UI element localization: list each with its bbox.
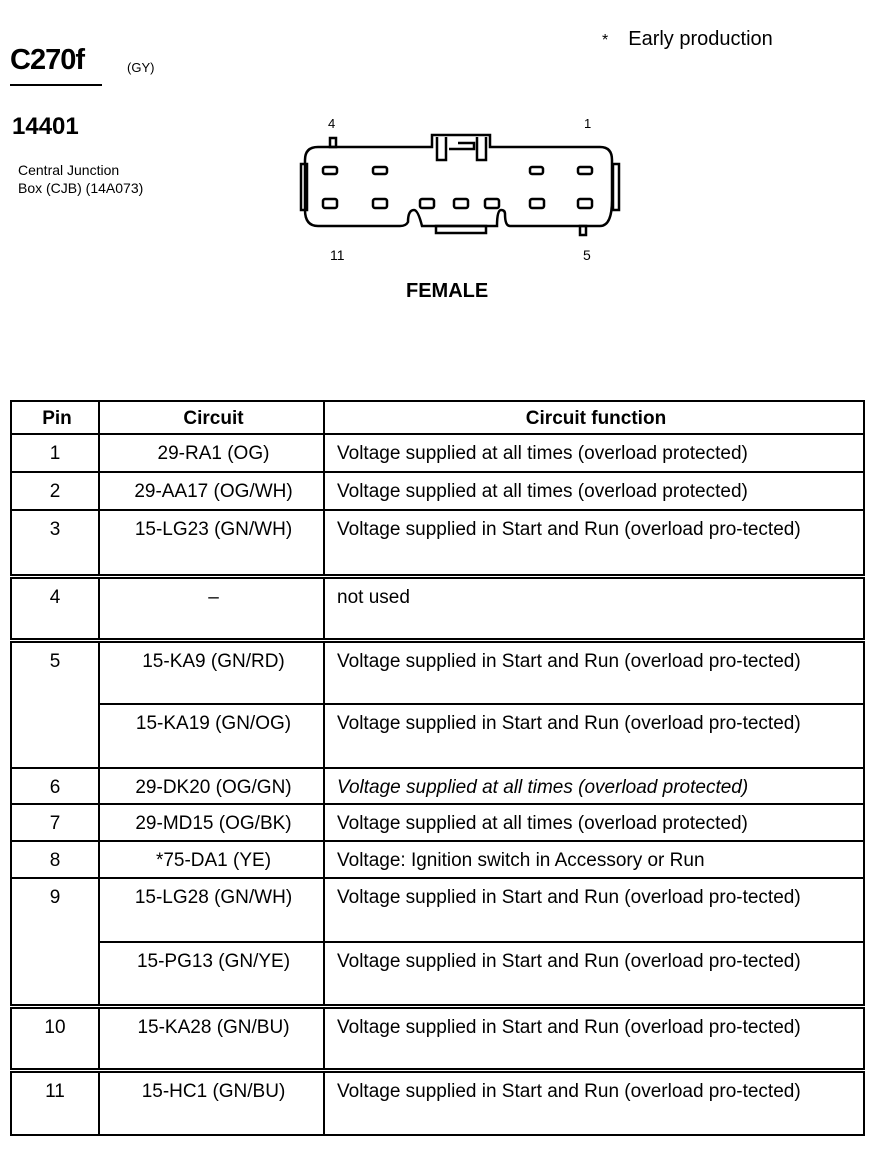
early-production-note — [602, 28, 773, 51]
pin-cell: 5 — [11, 640, 99, 768]
circuit-cell: 29-DK20 (OG/GN) — [99, 768, 324, 804]
circuit-cell: 15-PG13 (GN/YE) — [99, 942, 324, 1006]
header-function: Circuit function — [324, 401, 864, 434]
table-row — [11, 510, 864, 576]
table-row — [11, 878, 864, 942]
header-pin: Pin — [11, 401, 99, 434]
pin-cell: 9 — [11, 878, 99, 1006]
note-text: Early production — [628, 28, 773, 50]
circuit-cell: 15-KA19 (GN/OG) — [99, 704, 324, 768]
circuit-cell: 29-RA1 (OG) — [99, 434, 324, 472]
function-cell: Voltage: Ignition switch in Accessory or Run — [324, 841, 864, 878]
description-line: Central Junction — [18, 162, 120, 178]
circuit-cell: 15-KA28 (GN/BU) — [99, 1006, 324, 1070]
function-cell: Voltage supplied in Start and Run (overload pro-tected) — [324, 942, 864, 1006]
pin-label-1: 1 — [584, 116, 592, 131]
description-line: Box (CJB) (14A073) — [18, 180, 144, 196]
function-cell: Voltage supplied at all times (overload protected) — [324, 472, 864, 510]
circuit-cell: 15-LG28 (GN/WH) — [99, 878, 324, 942]
table-row — [11, 768, 864, 804]
pin-cell: 6 — [11, 768, 99, 804]
table-row — [11, 942, 864, 1006]
pin-cell: 8 — [11, 841, 99, 878]
circuit-cell: 15-HC1 (GN/BU) — [99, 1070, 324, 1135]
table-row — [11, 1070, 864, 1135]
connector-color: (GY) — [127, 60, 155, 75]
pin-cell: 7 — [11, 804, 99, 841]
pin-label-4: 4 — [328, 116, 336, 131]
table-row — [11, 1006, 864, 1070]
circuit-cell: – — [99, 576, 324, 640]
function-cell: Voltage supplied in Start and Run (overload pro-tected) — [324, 878, 864, 942]
header-circuit: Circuit — [99, 401, 324, 434]
pin-label-11: 11 — [330, 247, 345, 263]
circuit-cell: 15-LG23 (GN/WH) — [99, 510, 324, 576]
pinout-table — [10, 400, 865, 1136]
table-row — [11, 841, 864, 878]
pin-label-5: 5 — [583, 247, 591, 263]
function-cell: Voltage supplied in Start and Run (overload pro-tected) — [324, 1070, 864, 1135]
connector-description — [18, 161, 143, 197]
pin-cell: 3 — [11, 510, 99, 576]
note-marker: * — [602, 32, 609, 49]
pin-cell: 10 — [11, 1006, 99, 1070]
table-row — [11, 804, 864, 841]
circuit-cell: *75-DA1 (YE) — [99, 841, 324, 878]
function-cell: Voltage supplied in Start and Run (overload pro-tected) — [324, 510, 864, 576]
part-number: 14401 — [12, 113, 79, 140]
circuit-cell: 29-AA17 (OG/WH) — [99, 472, 324, 510]
title-underline — [10, 84, 102, 86]
connector-id: C270f — [10, 44, 84, 76]
pin-cell: 2 — [11, 472, 99, 510]
table-row — [11, 704, 864, 768]
table-row — [11, 640, 864, 704]
connector-gender: FEMALE — [406, 280, 489, 302]
pin-cell: 1 — [11, 434, 99, 472]
function-cell: Voltage supplied at all times (overload protected) — [324, 804, 864, 841]
table-row — [11, 472, 864, 510]
circuit-cell: 29-MD15 (OG/BK) — [99, 804, 324, 841]
pin-cell: 4 — [11, 576, 99, 640]
table-row — [11, 434, 864, 472]
function-cell: Voltage supplied at all times (overload protected) — [324, 768, 864, 804]
function-cell: Voltage supplied in Start and Run (overload pro-tected) — [324, 704, 864, 768]
function-cell: Voltage supplied in Start and Run (overload pro-tected) — [324, 1006, 864, 1070]
table-row — [11, 576, 864, 640]
function-cell: not used — [324, 576, 864, 640]
function-cell: Voltage supplied at all times (overload protected) — [324, 434, 864, 472]
table-header-row — [11, 401, 864, 434]
pin-cell: 11 — [11, 1070, 99, 1135]
connector-face-diagram — [290, 120, 630, 250]
circuit-cell: 15-KA9 (GN/RD) — [99, 640, 324, 704]
function-cell: Voltage supplied in Start and Run (overload pro-tected) — [324, 640, 864, 704]
